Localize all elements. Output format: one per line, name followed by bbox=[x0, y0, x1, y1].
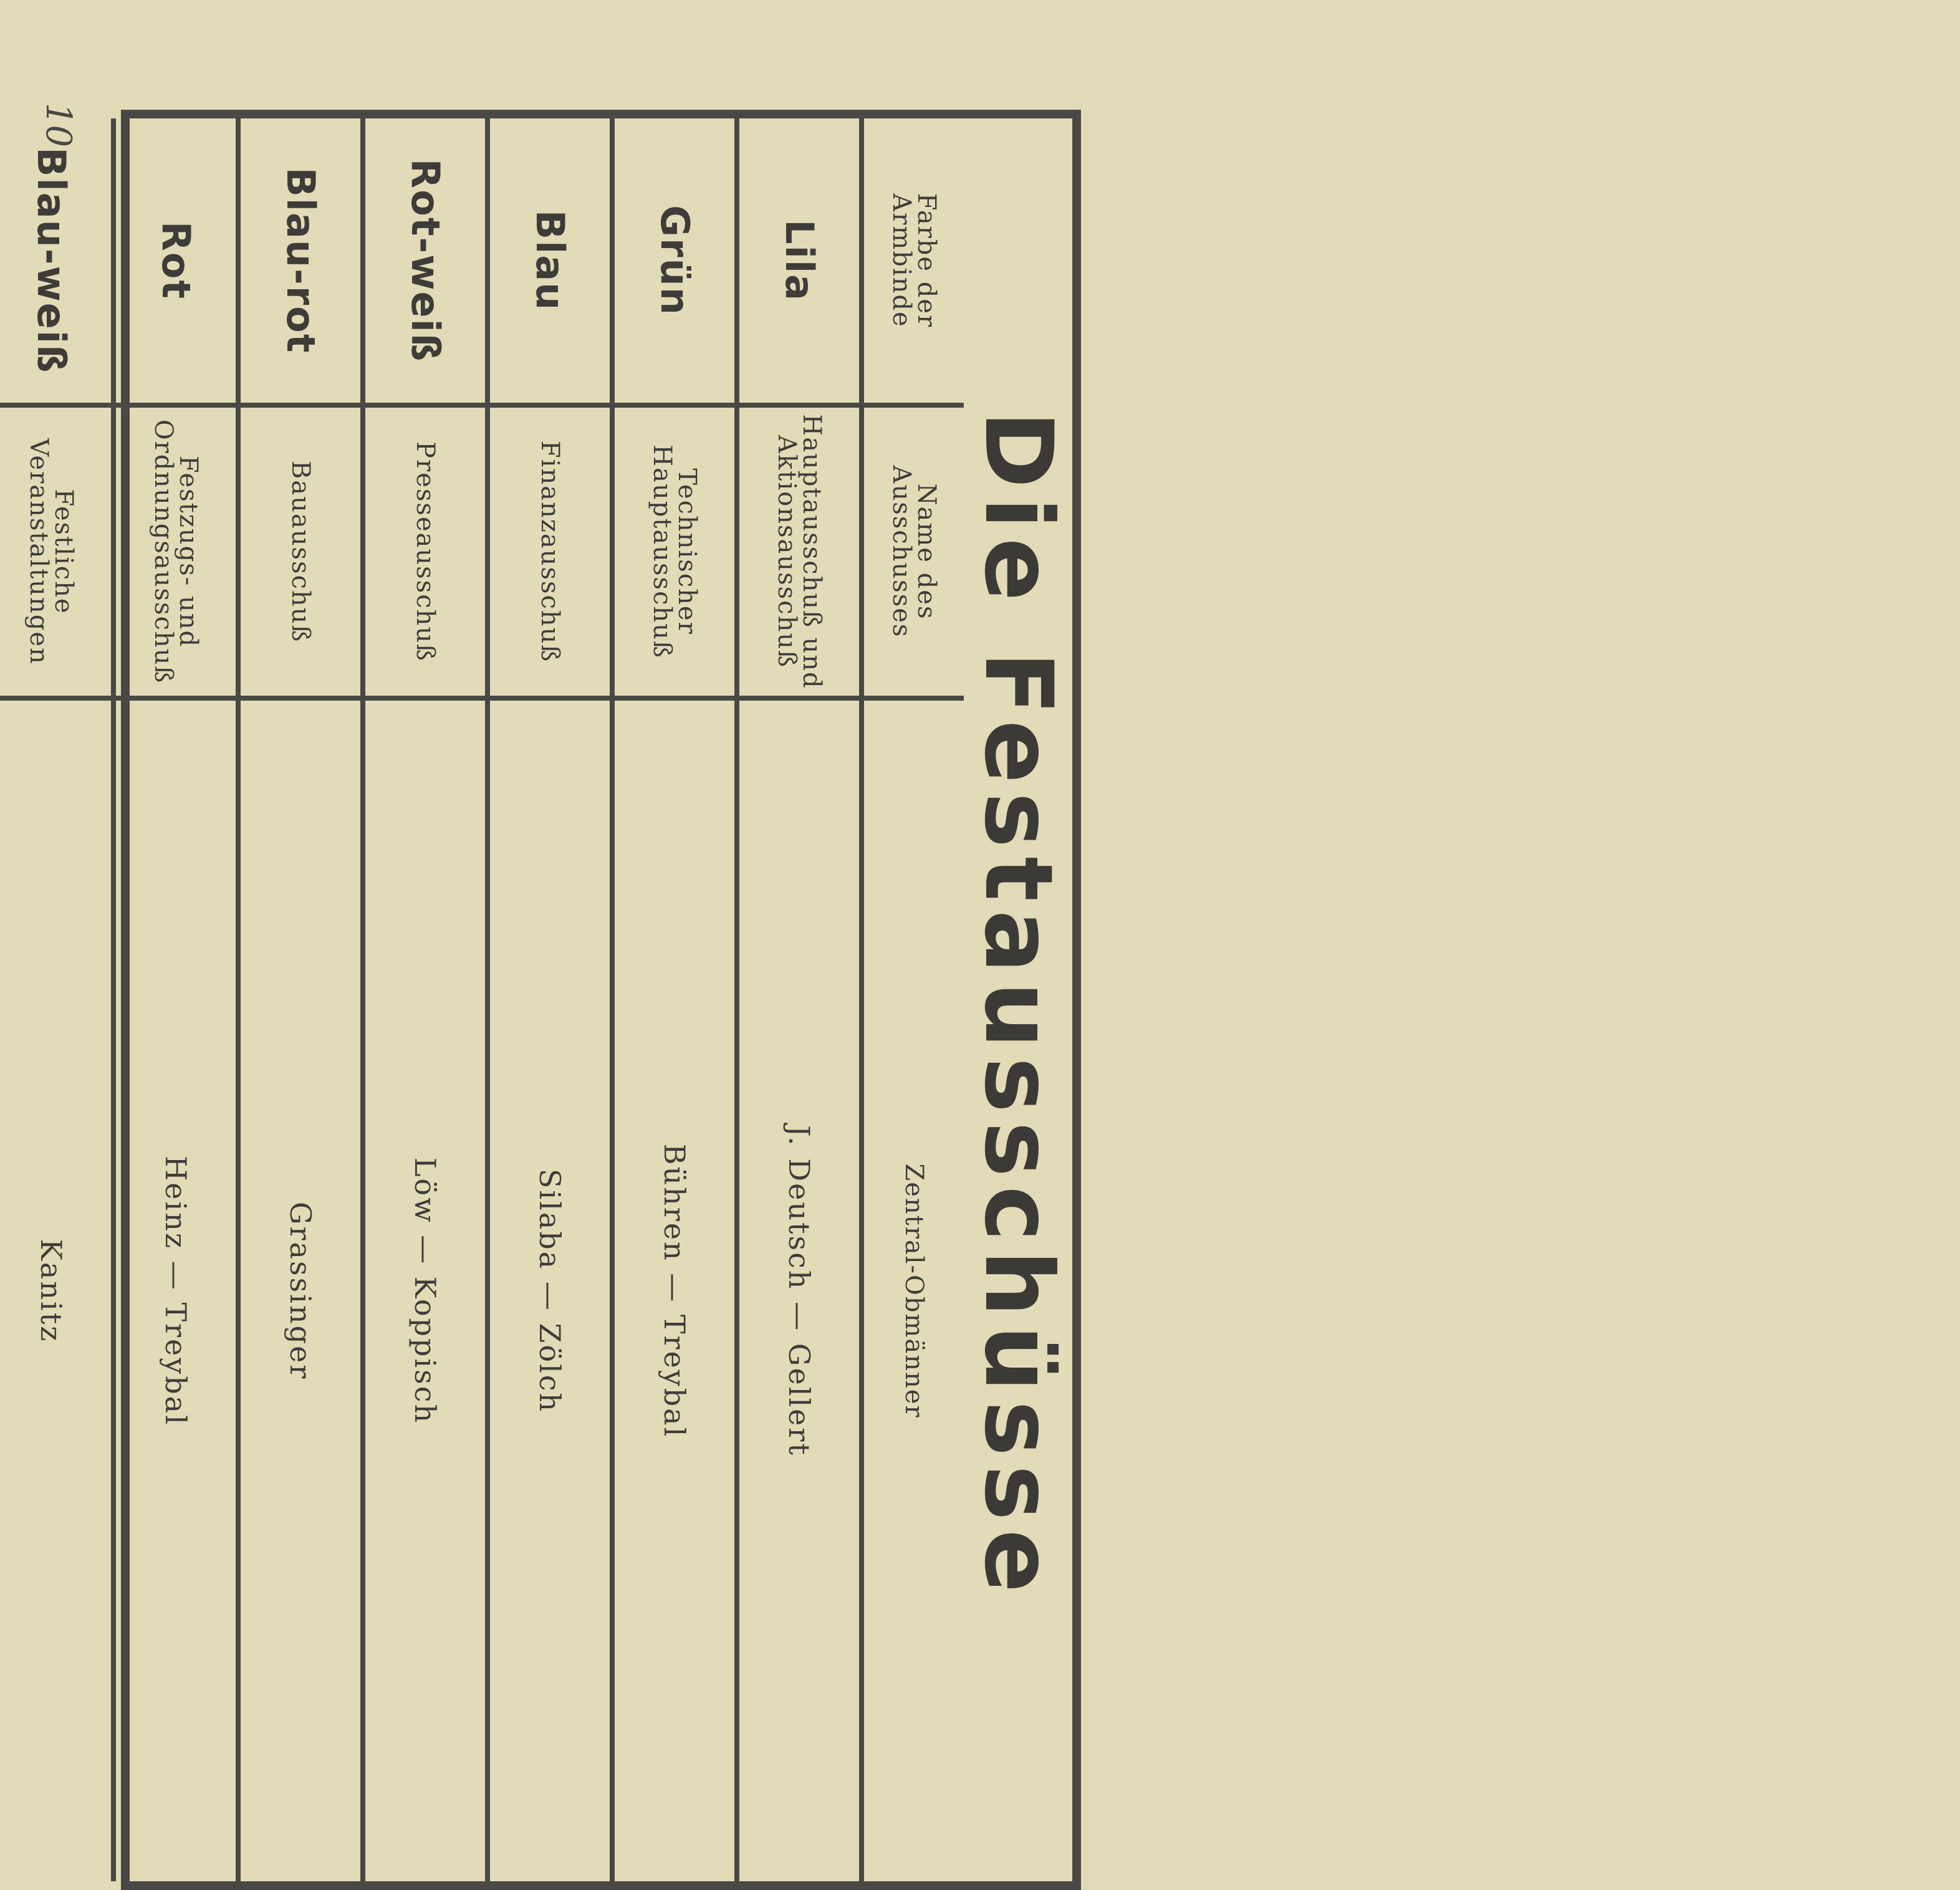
table-row bbox=[612, 118, 737, 1881]
header-name: Name des Ausschusses bbox=[862, 405, 964, 698]
committee-name: Hauptausschuß und Aktionsausschuß bbox=[737, 405, 862, 698]
armband-color: Rot bbox=[113, 118, 238, 405]
armband-color: Grün bbox=[612, 118, 737, 405]
armband-color: Blau-weiß bbox=[0, 118, 113, 405]
armband-color: Blau bbox=[488, 118, 612, 405]
committee-chair: Löw — Koppisch bbox=[363, 698, 488, 1881]
table-header-row bbox=[862, 118, 964, 1881]
committee-chair: Grassinger bbox=[238, 698, 363, 1881]
page-title: Die Festausschüsse bbox=[964, 410, 1072, 1602]
header-color: Farbe der Armbinde bbox=[862, 118, 964, 405]
committee-name: Finanzausschuß bbox=[488, 405, 612, 698]
committee-name: Bauausschuß bbox=[238, 405, 363, 698]
committee-name: Technischer Hauptausschuß bbox=[612, 405, 737, 698]
committee-name: Festzugs- und Ordnungsausschuß bbox=[113, 405, 238, 698]
committee-name: Festliche Veranstaltungen bbox=[0, 405, 113, 698]
committee-chair: J. Deutsch — Gellert bbox=[737, 698, 862, 1881]
committee-chair: Kanitz bbox=[0, 698, 113, 1881]
committee-name: Presseausschuß bbox=[363, 405, 488, 698]
header-chair: Zentral-Obmänner bbox=[862, 698, 964, 1881]
table-row bbox=[238, 118, 363, 1881]
committee-chair: Bühren — Treybal bbox=[612, 698, 737, 1881]
page-number: 10 bbox=[38, 102, 79, 148]
armband-color: Rot-weiß bbox=[363, 118, 488, 405]
committee-chair: Heinz — Treybal bbox=[113, 698, 238, 1881]
armband-color: Lila bbox=[737, 118, 862, 405]
armband-color: Blau-rot bbox=[238, 118, 363, 405]
table-row bbox=[737, 118, 862, 1881]
table-row bbox=[488, 118, 612, 1881]
table-row bbox=[113, 118, 238, 1881]
table-row bbox=[363, 118, 488, 1881]
table-row bbox=[0, 118, 113, 1881]
committee-chair: Silaba — Zölch bbox=[488, 698, 612, 1881]
committee-table bbox=[0, 118, 964, 1881]
